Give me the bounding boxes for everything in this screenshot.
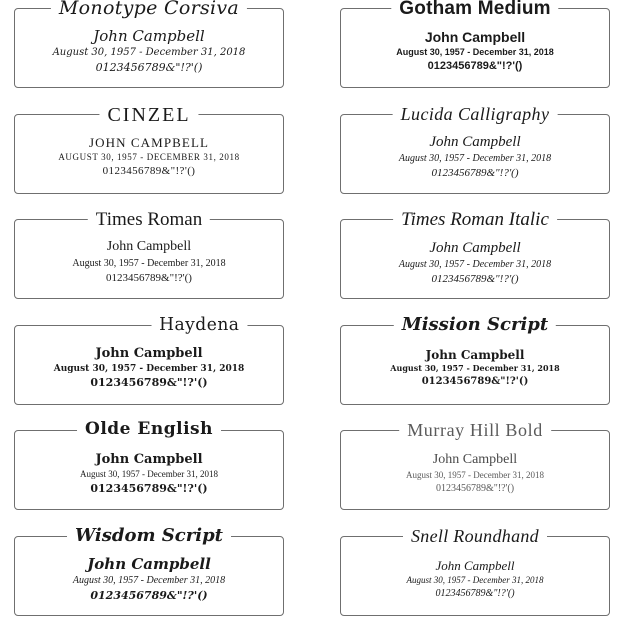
font-sample-card[interactable] [340,420,610,510]
sample-glyphs: 0123456789&"!?'() [431,272,519,285]
font-sample-row [14,419,610,510]
sample-glyphs: 0123456789&"!?'() [427,60,523,73]
sample-glyphs: 0123456789&"!?'() [421,375,529,387]
font-sample-card[interactable] [340,525,610,616]
font-name-label: Times Roman [88,209,210,231]
sample-glyphs: 0123456789&"!?'() [431,167,519,179]
font-sample-row [14,209,610,299]
sample-dates: August 30, 1957 - December 31, 2018 [406,575,544,586]
font-sample-card[interactable] [340,209,610,299]
sample-name: John Campbell [429,134,521,150]
sample-dates: August 30, 1957 - December 31, 2018 [53,363,245,374]
font-sample-card[interactable] [14,313,284,405]
sample-dates: August 30, 1957 - December 31, 2018 [80,469,218,480]
sample-name: John Campbell [87,555,211,574]
sample-name: John Campbell [106,239,192,255]
sample-name: John Campbell [432,451,518,467]
sample-dates: August 30, 1957 - December 31, 2018 [398,153,552,164]
sample-glyphs: 0123456789&"!?'() [102,165,196,178]
sample-dates: August 30, 1957 - December 31, 2018 [52,47,246,59]
sample-dates: August 30, 1957 - December 31, 2018 [396,47,554,58]
font-sample-card[interactable] [14,0,284,88]
sample-name: John Campbell [435,557,515,573]
sample-name: John Campbell [95,345,203,361]
font-name-label: Times Roman Italic [393,209,557,231]
font-name-label: Monotype Corsiva [51,0,247,20]
font-sample-card[interactable] [340,103,610,194]
sample-glyphs: 0123456789&"!?'() [95,61,203,75]
sample-dates: August 30, 1957 - December 31, 2018 [72,575,226,587]
sample-glyphs: 0123456789&"!?'() [90,589,208,603]
sample-glyphs: 0123456789&"!?'() [90,376,208,390]
font-name-label: Mission Script [394,315,556,336]
sample-glyphs: 0123456789&"!?'() [435,483,515,495]
sample-glyphs: 0123456789&"!?'() [90,481,208,495]
sample-name: John Campbell [425,347,525,362]
font-sample-card[interactable] [14,103,284,194]
font-sample-row [14,0,610,88]
sample-name: John Campbell [429,239,521,256]
font-name-label: Haydena [152,315,248,336]
font-name-label: Wisdom Script [67,526,231,547]
font-name-label: Gotham Medium [391,0,558,20]
sample-name: JOHN CAMPBELL [88,134,210,150]
sample-dates: August 30, 1957 - December 31, 2018 [406,470,544,481]
font-sample-card[interactable] [14,209,284,299]
sample-glyphs: 0123456789&"!?'() [435,588,515,600]
sample-glyphs: 0123456789&"!?'() [106,271,192,284]
font-sample-card[interactable] [340,313,610,405]
sample-name: John Campbell [95,451,203,467]
font-name-label: Snell Roundhand [403,526,547,547]
sample-dates: AUGUST 30, 1957 - DECEMBER 31, 2018 [58,152,240,163]
sample-name: John Campbell [424,28,526,45]
font-sample-row [14,524,610,616]
sample-name: John Campbell [93,27,205,46]
font-sample-card[interactable] [340,0,610,88]
font-name-label: CINZEL [99,104,198,127]
font-name-label: Olde English [77,420,221,440]
sample-dates: August 30, 1957 - December 31, 2018 [398,258,552,270]
sample-dates: August 30, 1957 - December 31, 2018 [390,363,560,374]
font-sample-row [14,313,610,405]
font-name-label: Murray Hill Bold [399,420,551,441]
sample-dates: August 30, 1957 - December 31, 2018 [72,257,226,269]
font-sample-card[interactable] [14,524,284,616]
font-sample-card[interactable] [14,419,284,510]
font-name-label: Lucida Calligraphy [393,104,558,125]
font-sample-row [14,103,610,194]
